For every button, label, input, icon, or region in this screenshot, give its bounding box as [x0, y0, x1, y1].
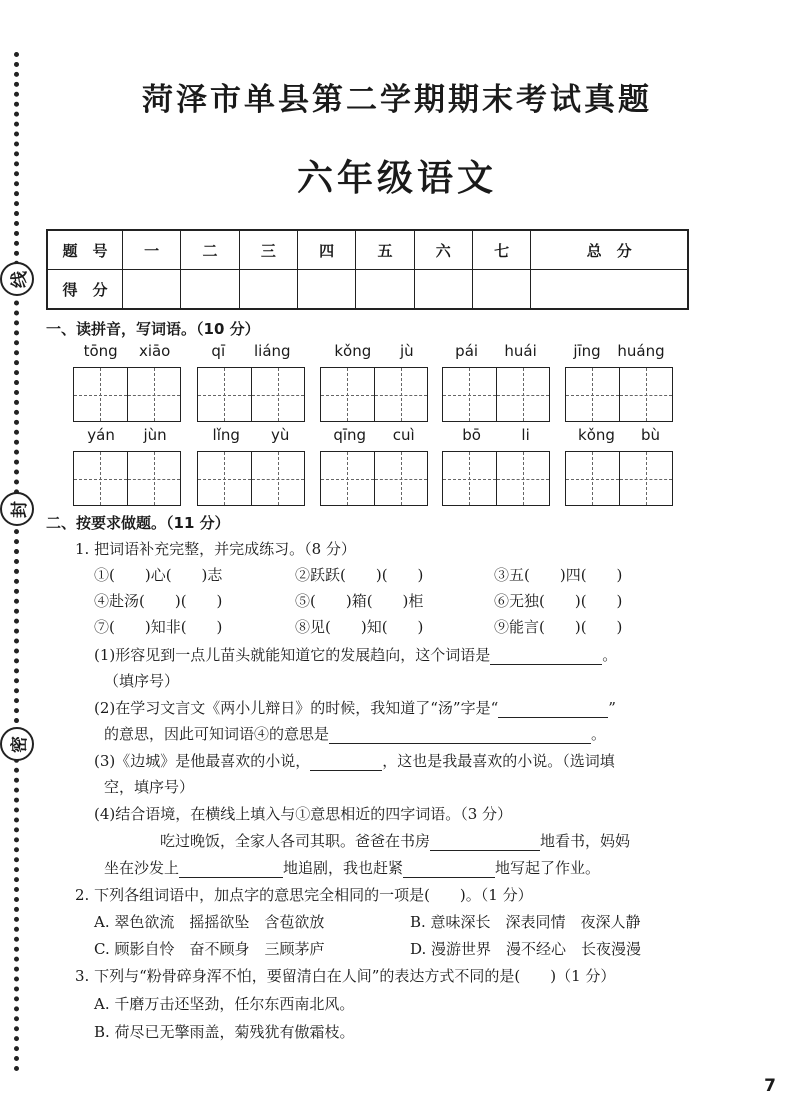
subquestion-3-text: (3)《边城》是他最喜欢的小说， [94, 752, 311, 770]
score-header-cell: 二 [181, 230, 239, 270]
binding-line [14, 52, 19, 1072]
score-input-cell[interactable] [356, 270, 414, 310]
score-input-cell[interactable] [239, 270, 297, 310]
score-input-cell[interactable] [297, 270, 355, 310]
pinyin-syllable: yù [271, 426, 290, 444]
tianzige-box[interactable] [73, 367, 181, 422]
punctuation: 。 [591, 725, 607, 743]
score-header-cell: 题 号 [47, 230, 123, 270]
punctuation: 。 [602, 646, 618, 664]
subquestion-3 [94, 750, 615, 771]
binding-mark-xian: 线 [0, 262, 34, 296]
tianzige-box[interactable] [197, 451, 305, 506]
binding-mark-feng: 封 [0, 492, 34, 526]
idiom-item: ⑧见( )知( ) [295, 618, 424, 636]
question-2-title: 2. 下列各组词语中，加点字的意思完全相同的一项是( )。（1 分） [75, 886, 533, 904]
score-input-cell[interactable] [414, 270, 472, 310]
score-header-cell: 七 [472, 230, 530, 270]
score-input-cell[interactable] [123, 270, 181, 310]
subquestion-3-text: ，这也是我最喜欢的小说。（选词填 [382, 752, 615, 770]
binding-mark-mi: 密 [0, 727, 34, 761]
pinyin-syllable: jīng [573, 342, 601, 360]
question-2-option-a: A. 翠色欲流 摇摇欲坠 含苞欲放 [94, 913, 325, 931]
idiom-item: ①( )心( )志 [94, 566, 223, 584]
subquestion-1 [94, 644, 617, 665]
section2-heading: 二、按要求做题。（11 分） [46, 514, 230, 532]
pinyin-syllable: kǒng [334, 342, 372, 360]
answer-blank[interactable] [179, 861, 283, 878]
passage-text: 地看书，妈妈 [540, 832, 631, 850]
subquestion-1-note: （填序号） [104, 672, 180, 690]
passage-text: 地写起了作业。 [495, 859, 601, 877]
idiom-item: ③五( )四( ) [494, 566, 623, 584]
tianzige-box[interactable] [320, 367, 428, 422]
subquestion-2-text: (2)在学习文言文《两小儿辩日》的时候，我知道了“汤”字是“ [94, 699, 499, 717]
pinyin-syllable: kǒng [578, 426, 615, 444]
answer-blank[interactable] [430, 834, 540, 851]
question-2-option-c: C. 顾影自怜 奋不顾身 三顾茅庐 [94, 940, 325, 958]
answer-blank[interactable] [498, 701, 608, 718]
score-header-cell: 六 [414, 230, 472, 270]
subquestion-2 [94, 697, 616, 718]
idiom-item: ⑦( )知非( ) [94, 618, 223, 636]
score-input-cell[interactable] [472, 270, 530, 310]
pinyin-syllable: li [521, 426, 530, 444]
pinyin-syllable: jùn [143, 426, 167, 444]
punctuation: ” [608, 699, 616, 717]
pinyin-syllable: huáng [617, 342, 665, 360]
question-3-option-a: A. 千磨万击还坚劲，任尔东西南北风。 [94, 995, 355, 1013]
question-2-option-d: D. 漫游世界 漫不经心 长夜漫漫 [410, 940, 642, 958]
idiom-item: ⑨能言( )( ) [494, 618, 623, 636]
score-table [46, 229, 689, 310]
score-row-label: 得 分 [47, 270, 123, 310]
pinyin-syllable: xiāo [138, 342, 171, 360]
score-header-cell: 一 [123, 230, 181, 270]
passage-text: 地追剧，我也赶紧 [283, 859, 404, 877]
pinyin-syllable: bō [462, 426, 481, 444]
score-header-cell: 三 [239, 230, 297, 270]
idiom-item: ②跃跃( )( ) [295, 566, 424, 584]
pinyin-syllable: bù [640, 426, 660, 444]
score-table-score-row [47, 270, 688, 310]
pinyin-syllable: huái [504, 342, 537, 360]
score-header-cell: 四 [297, 230, 355, 270]
pinyin-syllable: yán [87, 426, 115, 444]
idiom-item: ④赴汤( )( ) [94, 592, 223, 610]
answer-blank[interactable] [329, 727, 591, 744]
pinyin-syllable: qīng [333, 426, 367, 444]
answer-blank[interactable] [403, 861, 495, 878]
pinyin-syllable: tōng [83, 342, 118, 360]
pinyin-syllable: jù [399, 342, 414, 360]
question-3-option-b: B. 荷尽已无擎雨盖，菊残犹有傲霜枝。 [94, 1023, 355, 1041]
passage-text: 坐在沙发上 [104, 859, 180, 877]
tianzige-box[interactable] [197, 367, 305, 422]
idiom-item: ⑥无独( )( ) [494, 592, 623, 610]
score-input-cell[interactable] [181, 270, 239, 310]
pinyin-syllable: liáng [253, 342, 291, 360]
subquestion-2-cont [104, 723, 606, 744]
answer-blank[interactable] [490, 648, 602, 665]
score-input-cell[interactable] [531, 270, 688, 310]
question-1-title: 1. 把词语补充完整，并完成练习。（8 分） [75, 540, 356, 558]
question-3-title: 3. 下列与“粉骨碎身浑不怕，要留清白在人间”的表达方式不同的是( )（1 分） [75, 967, 616, 985]
section1-heading: 一、读拼音，写词语。（10 分） [46, 320, 260, 338]
pinyin-syllable: cuì [392, 426, 415, 444]
pinyin-row-2 [73, 426, 683, 526]
pinyin-syllable: lǐng [212, 426, 240, 444]
idiom-item: ⑤( )箱( )柜 [295, 592, 424, 610]
passage-line-1 [160, 830, 630, 851]
subquestion-4: (4)结合语境，在横线上填入与①意思相近的四字词语。（3 分） [94, 805, 513, 823]
passage-line-2 [104, 857, 600, 878]
subquestion-3-note: 空，填序号） [104, 778, 195, 796]
answer-blank[interactable] [310, 754, 382, 771]
pinyin-syllable: pái [455, 342, 479, 360]
subquestion-1-text: (1)形容见到一点儿苗头就能知道它的发展趋向，这个词语是 [94, 646, 491, 664]
score-header-cell: 总 分 [531, 230, 688, 270]
tianzige-box[interactable] [442, 451, 550, 506]
page-number: 7 [764, 1076, 776, 1096]
exam-subtitle: 六年级语文 [296, 158, 497, 199]
tianzige-box[interactable] [442, 367, 550, 422]
question-2-option-b: B. 意味深长 深表同情 夜深人静 [410, 913, 641, 931]
tianzige-box[interactable] [565, 451, 673, 506]
passage-text: 吃过晚饭，全家人各司其职。爸爸在书房 [160, 832, 431, 850]
subquestion-2-text: 的意思，因此可知词语④的意思是 [104, 725, 330, 743]
tianzige-box[interactable] [73, 451, 181, 506]
score-header-cell: 五 [356, 230, 414, 270]
tianzige-box[interactable] [320, 451, 428, 506]
exam-title: 菏泽市单县第二学期期末考试真题 [142, 82, 652, 118]
tianzige-box[interactable] [565, 367, 673, 422]
score-table-header-row [47, 230, 688, 270]
pinyin-syllable: qī [211, 342, 226, 360]
